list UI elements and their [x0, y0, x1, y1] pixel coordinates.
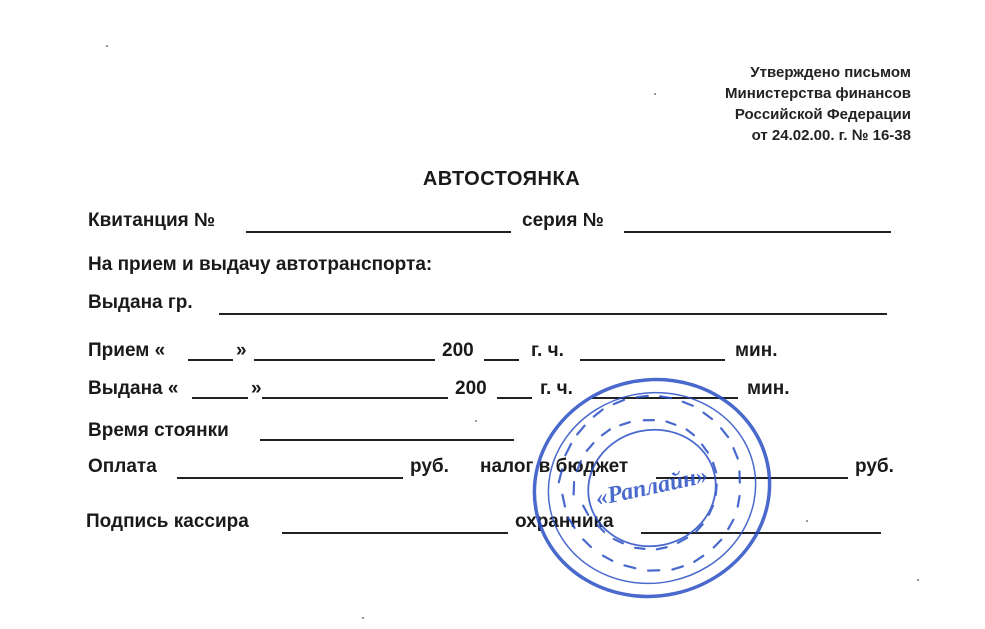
series-number-label: серия №	[522, 210, 604, 231]
approval-line-4: от 24.02.00. г. № 16-38	[751, 127, 911, 144]
issuance-month-field[interactable]	[262, 397, 448, 399]
approval-line-2: Министерства финансов	[725, 85, 911, 102]
issued-to-field[interactable]	[219, 313, 887, 315]
reception-label: Прием «	[88, 340, 166, 361]
issuance-quote-close: »	[251, 378, 262, 399]
reception-day-field[interactable]	[188, 359, 233, 361]
issuance-hour-label: г. ч.	[540, 378, 573, 399]
reception-hour-label: г. ч.	[531, 340, 564, 361]
scan-speckle	[806, 520, 808, 522]
approval-note	[725, 62, 911, 146]
tax-label: налог в бюджет	[480, 456, 629, 477]
approval-line-3: Российской Федерации	[734, 106, 911, 123]
scan-speckle	[917, 579, 919, 581]
issuance-year-prefix: 200	[455, 378, 487, 399]
issuance-day-field[interactable]	[192, 397, 248, 399]
reception-month-field[interactable]	[254, 359, 435, 361]
scan-speckle	[475, 420, 477, 422]
stamp-inner-text: «Раплайн»	[593, 462, 711, 512]
series-number-field[interactable]	[624, 231, 891, 233]
scan-speckle	[654, 93, 656, 95]
parking-time-label: Время стоянки	[88, 420, 229, 441]
payment-amount-field[interactable]	[177, 477, 403, 479]
scan-speckle	[106, 45, 108, 47]
purpose-text: На прием и выдачу автотранспорта:	[88, 254, 433, 275]
guard-signature-label: охранника	[515, 511, 614, 532]
cashier-signature-field[interactable]	[282, 532, 508, 534]
receipt-number-field[interactable]	[246, 231, 511, 233]
cashier-signature-label: Подпись кассира	[86, 511, 249, 532]
reception-year-prefix: 200	[442, 340, 474, 361]
tax-rub-label: руб.	[855, 456, 894, 477]
reception-year-field[interactable]	[484, 359, 519, 361]
issuance-label: Выдана «	[88, 378, 179, 399]
approval-line-1: Утверждено письмом	[750, 64, 911, 81]
parking-time-field[interactable]	[260, 439, 514, 441]
round-seal-stamp	[522, 368, 782, 608]
reception-min-label: мин.	[735, 340, 778, 361]
reception-hour-field[interactable]	[580, 359, 725, 361]
form-title: АВТОСТОЯНКА	[422, 168, 581, 190]
receipt-number-label: Квитанция №	[88, 210, 216, 231]
issued-to-label: Выдана гр.	[88, 292, 193, 313]
scan-speckle	[362, 617, 364, 619]
reception-quote-close: »	[236, 340, 247, 361]
payment-rub-label: руб.	[410, 456, 449, 477]
payment-label: Оплата	[88, 456, 157, 477]
issuance-min-label: мин.	[747, 378, 790, 399]
